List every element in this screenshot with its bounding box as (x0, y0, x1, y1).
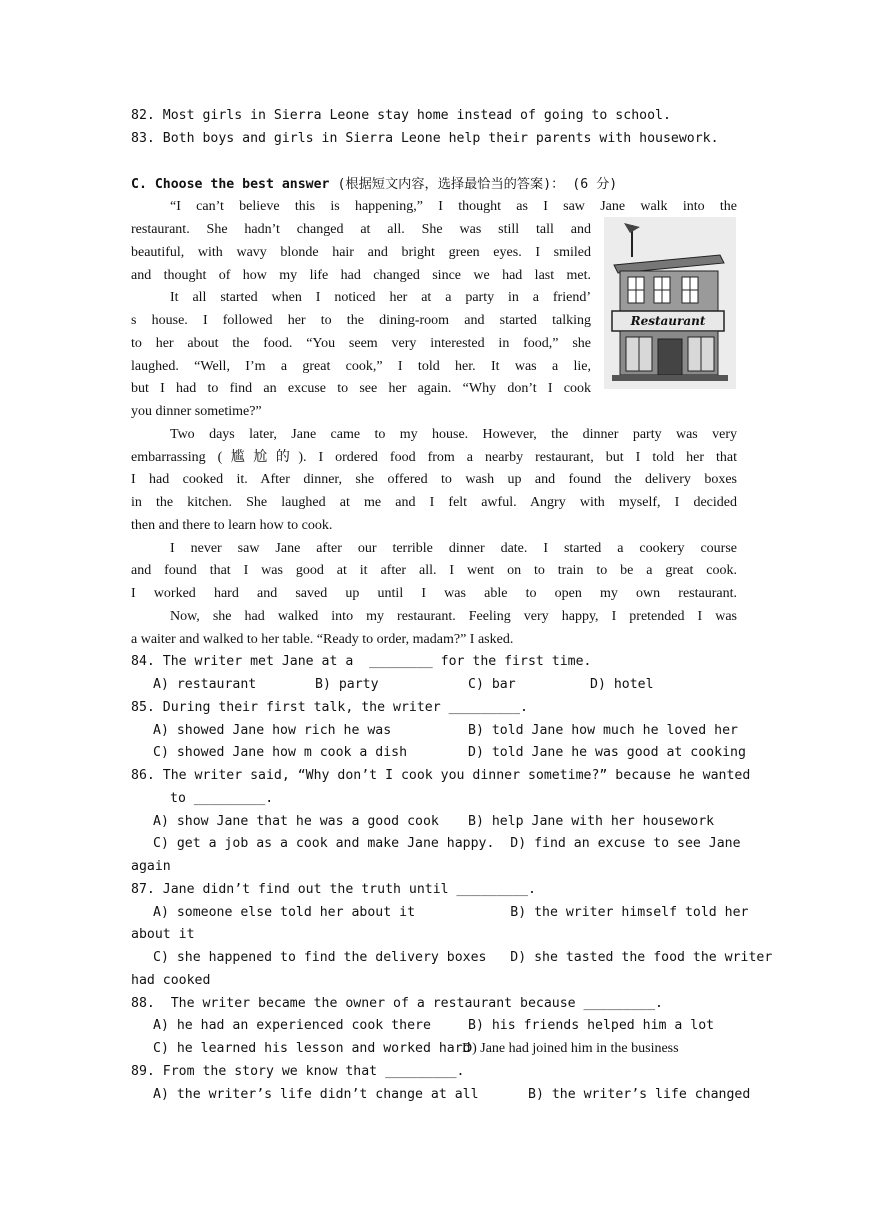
passage-line: to her about the food. “You seem very interested in food,” she (131, 336, 591, 351)
statement-83: 83. Both boys and girls in Sierra Leone help their parents with housework. (131, 131, 719, 146)
q86-option-b: B) help Jane with her housework (468, 814, 715, 829)
q84-option-c: C) bar (468, 677, 516, 692)
q88-option-b: B) his friends helped him a lot (468, 1018, 715, 1033)
passage-line: beautiful, with wavy blonde hair and bright green eyes. I smiled (131, 245, 591, 260)
passage-line: you dinner sometime?” (131, 404, 262, 419)
q84-option-d: D) hotel (590, 677, 654, 692)
q88-option-d: D) Jane had joined him in the business (462, 1041, 679, 1056)
q89-option-b: B) the writer’s life changed (528, 1087, 751, 1102)
passage-line: but I had to find an excuse to see her again. “Why don’t I cook (131, 381, 591, 396)
q88-option-a: A) he had an experienced cook there (153, 1018, 431, 1033)
q84-option-a: A) restaurant (153, 677, 257, 692)
passage-line: I had cooked it. After dinner, she offered to wash up and found the delivery boxes (131, 472, 737, 487)
question-86-stem-cont: to _________. (170, 791, 274, 806)
q86-option-d-cont: again (131, 859, 171, 874)
passage-line: and thought of how my life had changed since we had last met. (131, 268, 591, 283)
question-87-stem: 87. Jane didn’t find out the truth until _________. (131, 882, 536, 897)
q87-option-a-b: A) someone else told her about it B) the writer himself told her (153, 905, 749, 920)
q86-option-c-d: C) get a job as a cook and make Jane happy. D) find an excuse to see Jane (153, 836, 741, 851)
question-89-stem: 89. From the story we know that _________. (131, 1064, 465, 1079)
q89-option-a: A) the writer’s life didn’t change at all (153, 1087, 479, 1102)
q85-option-b: B) told Jane how much he loved her (468, 723, 738, 738)
passage-line: a waiter and walked to her table. “Ready to order, madam?” I asked. (131, 632, 514, 647)
q84-option-b: B) party (315, 677, 379, 692)
passage-line: in the kitchen. She laughed at me and I felt awful. Angry with myself, I decided (131, 495, 737, 510)
q88-option-c: C) he learned his lesson and worked hard (153, 1041, 471, 1056)
question-86-stem: 86. The writer said, “Why don’t I cook you dinner sometime?” because he wanted (131, 768, 751, 783)
question-85-stem: 85. During their first talk, the writer _________. (131, 700, 528, 715)
passage-line: then and there to learn how to cook. (131, 518, 333, 533)
passage-line: It all started when I noticed her at a party in a friend’ (170, 290, 591, 305)
passage-line: restaurant. She hadn’t changed at all. She was still tall and (131, 222, 591, 237)
q85-option-d: D) told Jane he was good at cooking (468, 745, 746, 760)
passage-line: s house. I followed her to the dining-room and started talking (131, 313, 591, 328)
q86-option-a: A) show Jane that he was a good cook (153, 814, 439, 829)
passage-line: embarrassing (尴尬的). I ordered food from a nearby restaurant, but I told her that (131, 450, 737, 465)
question-84-stem: 84. The writer met Jane at a ________ for the first time. (131, 654, 592, 669)
q85-option-c: C) showed Jane how m cook a dish (153, 745, 408, 760)
restaurant-illustration (604, 217, 736, 389)
restaurant-sign-text: Restaurant (630, 314, 706, 328)
passage-line: Now, she had walked into my restaurant. Feeling very happy, I pretended I was (170, 609, 737, 624)
q87-option-c-d: C) she happened to find the delivery boxes D) she tasted the food the writer (153, 950, 773, 965)
q87-option-d-cont: had cooked (131, 973, 211, 988)
passage-line: laughed. “Well, I’m a great cook,” I told her. It was a lie, (131, 359, 591, 374)
section-heading (131, 177, 617, 193)
section-instruction: (根据短文内容，选择最恰当的答案)： (6 分) (337, 177, 618, 192)
question-88-stem: 88. The writer became the owner of a restaurant because _________. (131, 996, 663, 1011)
passage-line: I never saw Jane after our terrible dinner date. I started a cookery course (170, 541, 737, 556)
passage-line: “I can’t believe this is happening,” I thought as I saw Jane walk into the (170, 199, 737, 214)
q87-option-b-cont: about it (131, 927, 195, 942)
q85-option-a: A) showed Jane how rich he was (153, 723, 392, 738)
statement-82: 82. Most girls in Sierra Leone stay home instead of going to school. (131, 108, 671, 123)
passage-line: and found that I was good at it after all. I went on to train to be a great cook. (131, 563, 737, 578)
section-title: C. Choose the best answer (131, 177, 330, 192)
passage-line: I worked hard and saved up until I was able to open my own restaurant. (131, 586, 737, 601)
passage-line: Two days later, Jane came to my house. However, the dinner party was very (170, 427, 737, 442)
